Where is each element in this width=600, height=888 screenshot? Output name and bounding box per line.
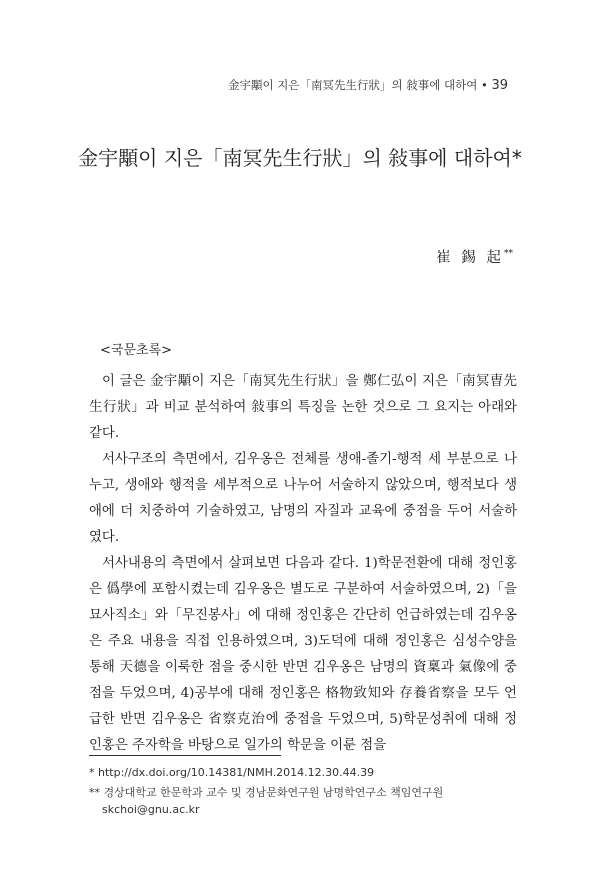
title-text: 金宇顒이 지은「南冥先生行狀」의 敍事에 대하여: [78, 146, 512, 170]
title-footnote-marker: *: [511, 146, 522, 170]
email-text: skchoi@gnu.ac.kr: [102, 803, 200, 816]
abstract-body: [89, 369, 517, 759]
page-number: 39: [491, 78, 508, 93]
footnote-marker: *: [89, 766, 95, 779]
footnote-email: [102, 803, 200, 816]
page-title: [0, 142, 600, 171]
doi-link[interactable]: http://dx.doi.org/10.14381/NMH.2014.12.30.44.39: [98, 766, 375, 779]
paragraph: 서사내용의 측면에서 살펴보면 다음과 같다. 1)학문전환에 대해 정인홍은 僞學에 포함시켰는데 김우옹은 별도로 구분하여 서술하였으며, 2)「을묘사직소」와「무진봉사」에 대해 정인홍은 간단히 언급하였는데 김우옹은 주요 내용을 직접 인용하였으며, 3)도덕에 대해 정인홍은 심성수양을 통해 天德을 이룩한 점을 중시한 반면 김우옹은 남명의 資稟과 氣像에 중점을 두었으며, 4)공부에 대해 정인홍은 格物致知와 存養省察을 모두 언급한 반면 김우옹은 省察克治에 중점을 두었으며, 5)학문성취에 대해 정인홍은 주자학을 바탕으로 일가의 학문을 이룬 점을: [89, 556, 517, 753]
footnote-affiliation: [89, 784, 443, 800]
footnote-divider: [89, 755, 281, 756]
paragraph: 이 글은 金宇顒이 지은「南冥先生行狀」을 鄭仁弘이 지은「南冥曺先生行狀」과 비교 분석하여 敍事의 특징을 논한 것으로 그 요지는 아래와 같다.: [89, 374, 517, 441]
author-byline: [436, 246, 513, 267]
abstract-heading: <국문초록>: [100, 343, 173, 358]
running-head: [228, 77, 508, 93]
paragraph: 서사구조의 측면에서, 김우옹은 전체를 생애-졸기-행적 세 부분으로 나누고, 생애와 행적을 세부적으로 나누어 서술하지 않았으며, 행적보다 생애에 더 치중하여 기술하였고, 남명의 자질과 교육에 중점을 두어 서술하였다.: [89, 452, 518, 545]
running-head-separator: •: [481, 78, 488, 92]
running-head-title: 金宇顒이 지은「南冥先生行狀」의 敍事에 대하여: [228, 78, 478, 92]
affiliation-text: 경상대학교 한문학과 교수 및 경남문화연구원 남명학연구소 책임연구원: [103, 786, 444, 799]
footnote-marker: **: [89, 786, 100, 799]
author-name: 崔 錫 起: [436, 250, 504, 266]
author-footnote-marker: **: [504, 249, 513, 260]
footnote-doi: [89, 766, 374, 779]
